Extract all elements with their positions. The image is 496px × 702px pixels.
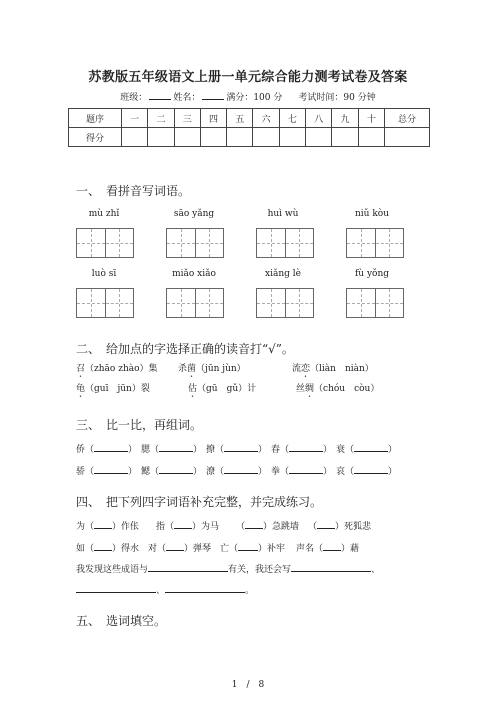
score-header-cell: 九 [332, 109, 358, 128]
idiom-item: 亡（ ）补牢 [220, 544, 286, 554]
writing-grid[interactable] [256, 288, 314, 318]
compare-item: 春（ ） [271, 445, 333, 455]
writing-grid[interactable] [256, 228, 314, 258]
writing-grid[interactable] [346, 228, 404, 258]
score-cell[interactable] [358, 128, 384, 147]
compare-item: 腮（ ） [141, 445, 203, 455]
pronunciation-item[interactable]: 丝绸（chóu còu） [296, 384, 380, 394]
answer-blank[interactable] [148, 563, 228, 572]
class-blank[interactable] [149, 91, 171, 100]
score-cell[interactable] [227, 128, 253, 147]
writing-grid[interactable] [166, 228, 224, 258]
full-score: 满分：100 分 [226, 93, 283, 103]
score-cell[interactable] [385, 128, 430, 147]
score-cell[interactable] [306, 128, 332, 147]
score-header-cell: 十 [358, 109, 384, 128]
writing-grid[interactable] [346, 288, 404, 318]
pronunciation-item[interactable]: 流恋（liàn niàn） [292, 364, 374, 374]
idiom-item: 对（ ）弹琴 [148, 544, 212, 554]
idiom-summary-line: 我发现这些成语与 有关，我还会写 、 [76, 565, 381, 575]
pinyin-prompt: fù yǒng [354, 269, 390, 279]
idiom-item: （ ）死狐悲 [308, 522, 372, 532]
compare-item: 骄（ ） [76, 467, 138, 477]
score-header-cell: 八 [306, 109, 332, 128]
section-4-heading: 四、 把下列四字词语补充完整，并完成练习。 [76, 495, 323, 509]
pinyin-prompt: miǎo xiǎo [172, 269, 216, 279]
answer-blank[interactable] [76, 584, 156, 593]
section-3-heading: 三、 比一比，再组词。 [76, 418, 203, 432]
pronunciation-item[interactable]: 估（gū gǔ）计 [188, 384, 257, 394]
name-label: 姓名： [173, 93, 201, 103]
exam-info [0, 90, 496, 103]
writing-grid[interactable] [166, 288, 224, 318]
score-header-cell: 四 [200, 109, 226, 128]
compare-item: 拳（ ） [271, 467, 333, 477]
answer-blank[interactable] [165, 584, 245, 593]
section-2-heading: 二、 给加点的字选择正确的读音打“√”。 [76, 342, 294, 356]
score-table [68, 108, 430, 147]
pinyin-prompt: xiǎng lè [265, 269, 301, 279]
class-label: 班级： [120, 93, 148, 103]
compare-item: 侨（ ） [76, 445, 138, 455]
score-cell[interactable] [200, 128, 226, 147]
score-table-header-row [69, 109, 430, 128]
compare-item: 衰（ ） [336, 445, 398, 455]
page-title: 苏教版五年级语文上册一单元综合能力测考试卷及答案 [88, 70, 408, 85]
score-table-score-row [69, 128, 430, 147]
compare-item: 鳃（ ） [141, 467, 203, 477]
section-5-heading: 五、 选词填空。 [76, 614, 167, 628]
score-row-label: 得分 [69, 128, 122, 147]
page-number: 1 / 8 [231, 680, 265, 690]
pinyin-prompt: sāo yǎng [173, 209, 215, 219]
pinyin-prompt: luò sī [91, 269, 117, 279]
compare-item: 潦（ ） [206, 467, 268, 477]
writing-grid[interactable] [76, 288, 134, 318]
pinyin-prompt: mù zhǐ [88, 209, 120, 219]
pinyin-prompt: huì wù [267, 209, 299, 219]
answer-blank[interactable] [291, 563, 371, 572]
score-header-cell: 六 [253, 109, 279, 128]
score-cell[interactable] [332, 128, 358, 147]
score-header-cell: 二 [148, 109, 174, 128]
name-blank[interactable] [202, 91, 224, 100]
score-header-cell: 题序 [69, 109, 122, 128]
pronunciation-item[interactable]: 杀菌（jūn jùn） [178, 364, 246, 374]
compare-item: 撩（ ） [206, 445, 268, 455]
score-header-cell: 一 [122, 109, 148, 128]
pronunciation-item[interactable]: 龟（guī jūn）裂 [76, 384, 150, 394]
compare-item: 哀（ ） [336, 467, 398, 477]
exam-time: 考试时间：90 分钟 [298, 93, 376, 103]
pinyin-prompt: niǔ kòu [354, 209, 389, 219]
idiom-item: 声名（ ）藉 [296, 544, 360, 554]
writing-grid[interactable] [76, 228, 134, 258]
idiom-item: （ ）急跳墙 [236, 522, 300, 532]
score-cell[interactable] [253, 128, 279, 147]
score-cell[interactable] [122, 128, 148, 147]
idiom-item: 如（ ）得水 [76, 544, 140, 554]
pronunciation-item[interactable]: 召（zhāo zhào）集 [76, 364, 158, 374]
score-cell[interactable] [174, 128, 200, 147]
score-header-cell: 三 [174, 109, 200, 128]
section-1-heading: 一、 看拼音写词语。 [76, 184, 191, 198]
score-header-cell: 五 [227, 109, 253, 128]
score-header-cell: 总分 [385, 109, 430, 128]
idiom-item: 为（ ）作伥 [76, 522, 140, 532]
idiom-item: 指（ ）为马 [156, 522, 220, 532]
score-cell[interactable] [148, 128, 174, 147]
score-cell[interactable] [279, 128, 305, 147]
score-header-cell: 七 [279, 109, 305, 128]
idiom-summary-line-2: 、 。 [76, 583, 254, 596]
